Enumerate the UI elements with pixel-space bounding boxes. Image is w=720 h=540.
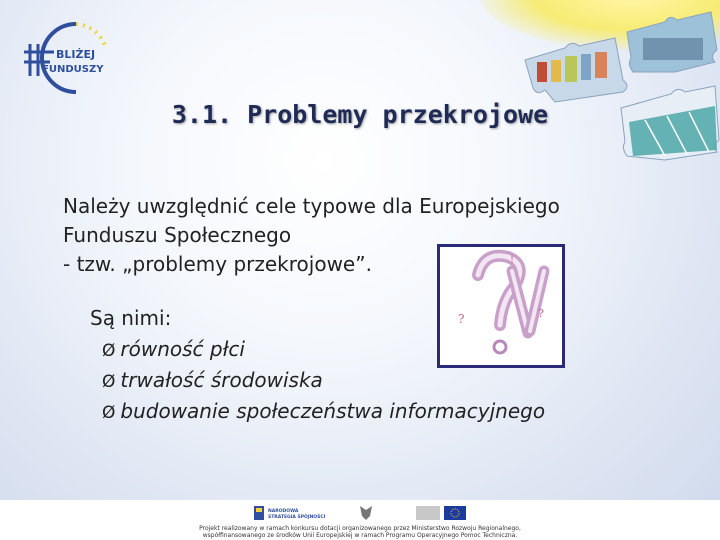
list-item: [102, 397, 545, 428]
list-item: [102, 335, 545, 366]
svg-text:?: ?: [538, 307, 544, 320]
eu-flag: [416, 506, 466, 520]
list-item: [102, 366, 545, 397]
slide-title: 3.1. Problemy przekrojowe: [171, 100, 549, 129]
arrow-bullet-icon: Ø: [102, 341, 116, 361]
arrow-bullet-icon: Ø: [102, 372, 116, 392]
list-heading: Są nimi:: [90, 306, 172, 330]
footer-note-line-1: Projekt realizowany w ramach konkursu dotacji organizowanego przez Ministerstwo Rozwoju Regionalnego,: [199, 525, 521, 532]
svg-text:FUNDUSZY: FUNDUSZY: [42, 64, 104, 75]
svg-text:NARODOWA: NARODOWA: [268, 509, 299, 514]
cross-cutting-issues-list: [102, 335, 545, 428]
bliżej-funduszy-logo: [14, 18, 114, 98]
list-item-text: trwałość środowiska: [120, 368, 323, 392]
svg-text:!: !: [510, 255, 515, 266]
svg-text:BLIŻEJ: BLIŻEJ: [56, 48, 96, 61]
puzzle-image: [515, 10, 720, 165]
polish-eagle-emblem: [360, 506, 372, 520]
list-item-text: równość płci: [120, 337, 245, 361]
svg-text:?: ?: [458, 312, 465, 326]
svg-text:STRATEGIA SPÓJNOŚCI: STRATEGIA SPÓJNOŚCI: [268, 515, 326, 520]
arrow-bullet-icon: Ø: [102, 403, 116, 423]
footer-note-line-2: współfinansowanego ze środków Unii Europejskiej w ramach Programu Operacyjnego Pomoc Techniczna.: [202, 532, 518, 539]
list-item-text: budowanie społeczeństwa informacyjnego: [120, 399, 546, 423]
nss-logo: [254, 506, 326, 520]
intro-line-2: Funduszu Społecznego: [63, 223, 292, 247]
intro-line-3: - tzw. „problemy przekrojowe”.: [63, 252, 372, 276]
footer-note: [150, 525, 570, 539]
intro-line-1: Należy uwzględnić cele typowe dla Europejskiego: [63, 194, 560, 218]
